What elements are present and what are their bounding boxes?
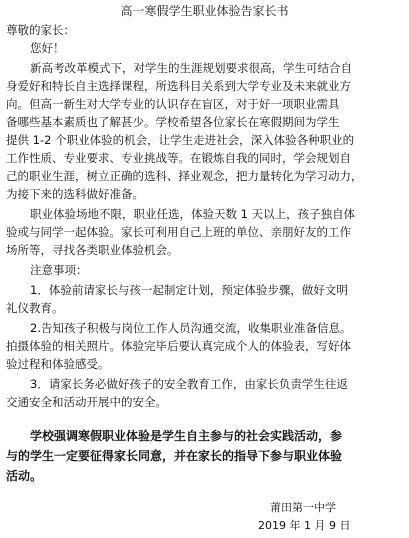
- note-line: 1．体验前请家长与孩一起制定计划，预定体验步骤，做好文明: [30, 283, 348, 297]
- para2-line: 验或与同学一起体验。家长可利用自己上班的单位、亲朋好友的工作: [6, 225, 351, 239]
- letter-title: 高一寒假学生职业体验告家长书: [120, 4, 289, 18]
- para1-line: 己的职业生涯，树立正确的选科、择业观念，把力量转化为学习动力，: [6, 169, 363, 183]
- note-line: 3．请家长务必做好孩子的安全教育工作，由家长负责学生往返: [30, 377, 348, 391]
- signature-date: 2019 年 1 月 9 日: [258, 519, 351, 532]
- para1-line: 为接下来的选科做好准备。: [6, 187, 144, 201]
- note-line: 拍摄体验的相关照片。体验完毕后要认真完成个人的体验表，写好体: [6, 339, 351, 353]
- emphasis-line: 与的学生一定要征得家长同意，并在家长的指导下参与职业体验: [6, 449, 343, 463]
- para2-line: 职业体验场地不限，职业任选，体验天数 1 天以上，孩子独自体: [30, 207, 356, 221]
- para1-line: 新高考改革模式下，对学生的生涯规划要求很高，学生可结合自: [30, 61, 352, 75]
- para1-line: 身爱好和特长自主选择课程，所选科目关系到大学专业及未来就业方: [6, 79, 351, 93]
- salutation: 尊敬的家长：: [6, 23, 75, 37]
- note-line: 交通安全和活动开展中的安全。: [6, 395, 167, 409]
- emphasis-line: 学校强调寒假职业体验是学生自主参与的社会实践活动，参: [30, 429, 343, 443]
- para2-line: 场所等，寻找各类职业体验机会。: [6, 243, 179, 257]
- emphasis-line: 活动。: [6, 469, 43, 483]
- note-line: 礼仪教育。: [6, 301, 64, 315]
- para1-line: 向。但高一新生对大学专业的认识存在盲区，对于好一项职业需具: [6, 97, 340, 111]
- signature-school: 莆田第一中学: [270, 501, 336, 514]
- para1-line: 工作性质、专业要求、专业挑战等。在锻炼自我的同时，学会规划自: [6, 151, 351, 165]
- note-line: 2.告知孩子积极与岗位工作人员沟通交流，收集职业准备信息。: [30, 321, 352, 335]
- para1-line: 提供 1-2 个职业体验的机会，让学生走进社会，深入体验各种职业的: [6, 133, 355, 147]
- greeting: 您好！: [30, 41, 65, 55]
- para1-line: 备哪些基本素质也了解甚少。学校希望各位家长在寒假期间为学生: [6, 115, 340, 129]
- notes-heading: 注意事项：: [30, 263, 88, 277]
- note-line: 验过程和体验感受。: [6, 357, 110, 371]
